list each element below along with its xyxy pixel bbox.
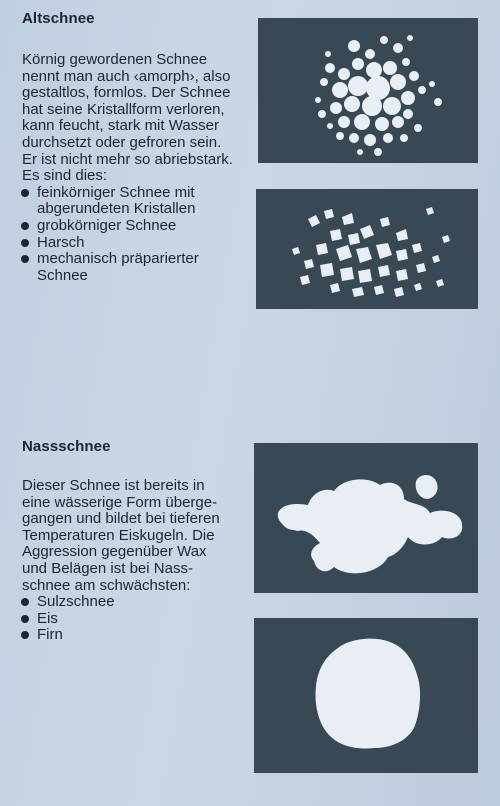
- bullet-icon: [21, 631, 29, 639]
- list-item: Harsch: [22, 235, 252, 252]
- list-item: Eis: [22, 611, 252, 628]
- coarse-grain-snow-illustration: [256, 189, 478, 309]
- altschnee-description: [22, 52, 252, 284]
- text-line: hat seine Kristallform verloren,: [22, 100, 225, 118]
- bullet-icon: [21, 598, 29, 606]
- altschnee-paragraph: [22, 52, 252, 185]
- text-line: Körnig gewordenen Schnee: [22, 51, 208, 68]
- wet-snow-illustration: [254, 443, 478, 593]
- bullet-icon: [21, 239, 29, 247]
- list-item: feinkörniger Schnee mit abgerundeten Kristallen: [22, 185, 252, 218]
- text-line: nennt man auch ‹amorph›, also: [22, 67, 231, 85]
- text-line: Es sind dies:: [22, 167, 108, 185]
- nassschnee-paragraph: [22, 478, 252, 594]
- bullet-icon: [21, 189, 29, 197]
- nassschnee-heading: Nassschnee: [22, 438, 111, 455]
- list-item: mechanisch präparierter Schnee: [22, 251, 252, 284]
- text-line: gestaltlos, formlos. Der Schnee: [22, 84, 231, 102]
- text-line: gangen und bildet bei tieferen: [22, 510, 220, 528]
- altschnee-list: [22, 185, 252, 285]
- text-line: Er ist nicht mehr so abriebstark.: [22, 150, 233, 168]
- bullet-icon: [21, 222, 29, 230]
- wet-snow-blob-graphic: [254, 443, 478, 593]
- text-line: schnee am schwächsten:: [22, 576, 191, 594]
- list-item: grobkörniger Schnee: [22, 218, 252, 235]
- list-item: Firn: [22, 627, 252, 644]
- nassschnee-list: [22, 594, 252, 644]
- text-line: kann feucht, stark mit Wasser: [22, 117, 220, 135]
- nassschnee-description: [22, 478, 252, 644]
- coarse-grain-crystals-graphic: [256, 189, 478, 309]
- firn-blob-graphic: [254, 618, 478, 773]
- text-line: durchsetzt oder gefroren sein.: [22, 133, 222, 151]
- text-line: Temperaturen Eiskugeln. Die: [22, 526, 215, 544]
- text-line: und Belägen ist bei Nass-: [22, 559, 193, 577]
- bullet-icon: [21, 255, 29, 263]
- altschnee-heading: Altschnee: [22, 10, 95, 27]
- firn-illustration: [254, 618, 478, 773]
- text-line: eine wässerige Form überge-: [22, 493, 218, 511]
- list-item: Sulzschnee: [22, 594, 252, 611]
- text-line: Dieser Schnee ist bereits in: [22, 477, 205, 494]
- text-line: Aggression gegenüber Wax: [22, 543, 207, 561]
- bullet-icon: [21, 615, 29, 623]
- fine-grain-crystals-graphic: [258, 18, 478, 163]
- fine-grain-snow-illustration: [258, 18, 478, 163]
